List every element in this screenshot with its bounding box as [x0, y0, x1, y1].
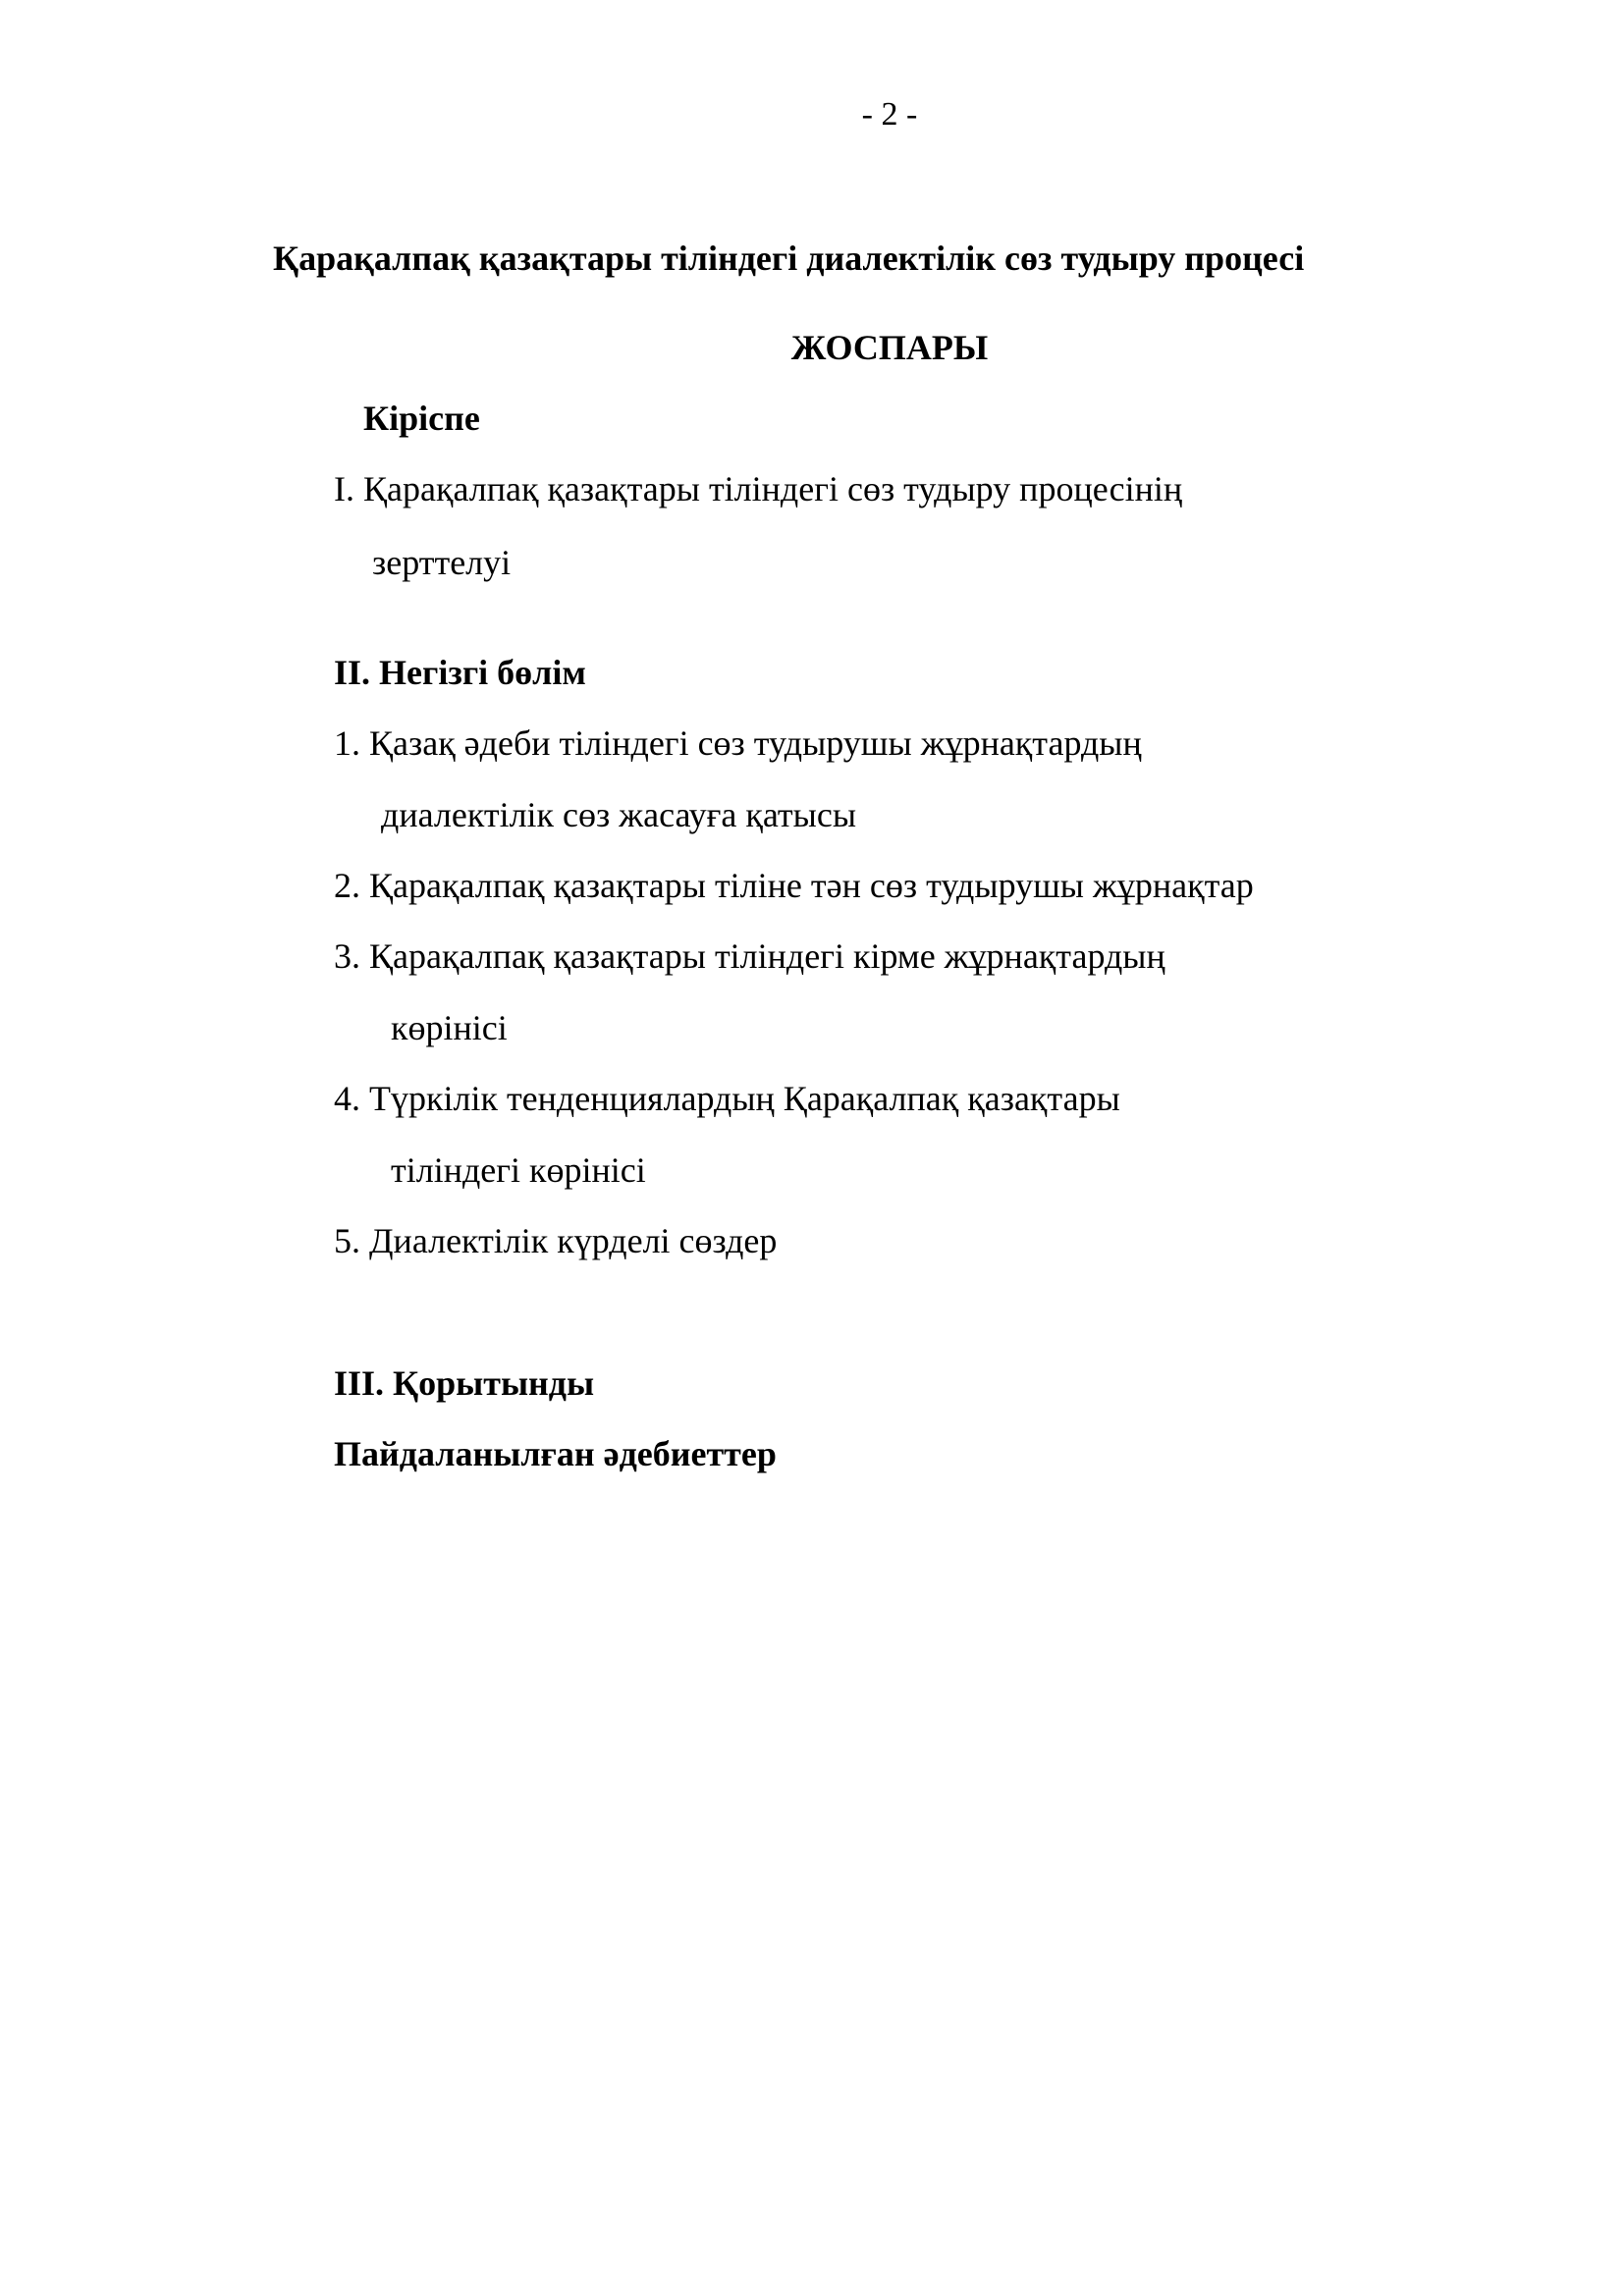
main-part-heading: II. Негізгі бөлім [334, 653, 586, 692]
plan-item-1-line-1: 1. Қазақ әдеби тіліндегі сөз тудырушы жұрнақтардың [334, 723, 1142, 763]
plan-item-3-line-1: 3. Қарақалпақ қазақтары тіліндегі кірме жұрнақтардың [334, 936, 1165, 976]
plan-heading: ЖОСПАРЫ [790, 328, 989, 367]
plan-item-4-line-1: 4. Түркілік тенденциялардың Қарақалпақ қазақтары [334, 1079, 1120, 1118]
intro-heading: Кіріспе [363, 399, 480, 438]
section-1-line-1: I. Қарақалпақ қазақтары тіліндегі сөз тудыру процесінің [334, 469, 1183, 508]
section-1-line-2: зерттелуі [372, 543, 512, 582]
page-number: - 2 - [861, 96, 918, 133]
document-title: Қарақалпақ қазақтары тіліндегі диалектілік сөз тудыру процесі [273, 239, 1305, 278]
plan-item-1-line-2: диалектілік сөз жасауға қатысы [381, 795, 857, 834]
plan-item-4-line-2: тіліндегі көрінісі [391, 1150, 646, 1190]
plan-item-5: 5. Диалектілік күрделі сөздер [334, 1221, 778, 1260]
conclusion-heading: III. Қорытынды [334, 1363, 595, 1403]
references-heading: Пайдаланылған әдебиеттер [334, 1434, 777, 1473]
plan-item-2: 2. Қарақалпақ қазақтары тіліне тән сөз тудырушы жұрнақтар [334, 866, 1254, 905]
plan-item-3-line-2: көрінісі [391, 1008, 508, 1047]
